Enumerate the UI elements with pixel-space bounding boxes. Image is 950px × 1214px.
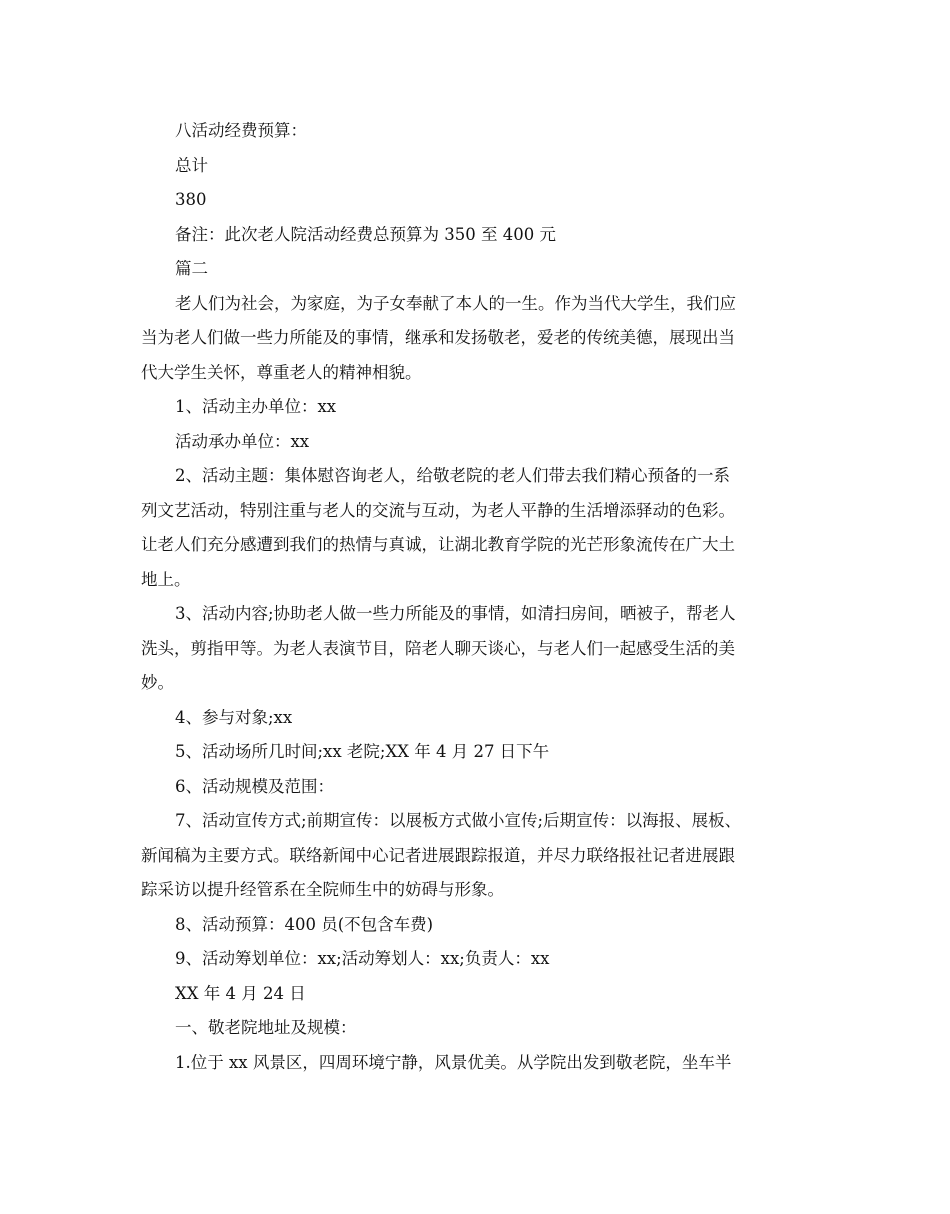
paragraph-line: 妙。: [141, 673, 174, 692]
total-label: 总计: [175, 155, 208, 175]
paragraph-line: 踪采访以提升经管系在全院师生中的妨碍与形象。: [141, 880, 504, 899]
item-participants: 4、参与对象;xx: [175, 707, 293, 727]
section-heading: 一、敬老院地址及规模：: [175, 1018, 357, 1037]
paragraph-line: 3、活动内容;协助老人做一些力所能及的事情，如清扫房间，晒被子，帮老人: [175, 604, 736, 623]
paragraph-line: 老人们为社会，为家庭，为子女奉献了本人的一生。作为当代大学生，我们应: [175, 293, 736, 313]
item-organizer: 1、活动主办单位：xx: [175, 397, 337, 416]
document-date: XX 年 4 月 24 日: [175, 983, 306, 1003]
section-item: 1.位于 xx 风景区，四周环境宁静，风景优美。从学院出发到敬老院，坐车半: [175, 1052, 732, 1072]
paragraph-line: 地上。: [141, 569, 191, 589]
item-planners: 9、活动筹划单位：xx;活动筹划人：xx;负责人：xx: [175, 949, 550, 968]
item-content-paragraph: [141, 597, 811, 701]
item-scale: 6、活动规模及范围：: [175, 776, 334, 796]
paragraph-line: 新闻稿为主要方式。联络新闻中心记者进展跟踪报道，并尽力联络报社记者进展跟: [141, 845, 735, 865]
item-venue-time: 5、活动场所几时间;xx 老院;XX 年 4 月 27 日下午: [175, 742, 550, 761]
budget-heading: 八活动经费预算：: [175, 121, 307, 140]
paragraph-line: 让老人们充分感遭到我们的热情与真诚，让湖北教育学院的光芒形象流传在广大土: [141, 535, 735, 554]
item-publicity-paragraph: [141, 804, 811, 908]
item-budget: 8、活动预算：400 员(不包含车费): [175, 914, 434, 934]
paragraph-line: 列文艺活动，特别注重与老人的交流与互动，为老人平静的生活增添驿动的色彩。: [141, 500, 735, 520]
total-value: 380: [175, 190, 207, 209]
intro-paragraph: [141, 287, 811, 391]
paragraph-line: 代大学生关怀，尊重老人的精神相貌。: [141, 362, 422, 382]
document-body: [141, 114, 811, 1080]
paragraph-line: 2、活动主题：集体慰咨询老人，给敬老院的老人们带去我们精心预备的一系: [175, 466, 730, 485]
section-title-part-two: 篇二: [175, 259, 208, 278]
paragraph-line: 洗头，剪指甲等。为老人表演节目，陪老人聊天谈心，与老人们一起感受生活的美: [141, 638, 735, 658]
budget-note: 备注：此次老人院活动经费总预算为 350 至 400 元: [175, 224, 556, 244]
item-theme-paragraph: [141, 459, 811, 597]
paragraph-line: 7、活动宣传方式;前期宣传：以展板方式做小宣传;后期宣传：以海报、展板、: [175, 811, 742, 830]
item-co-organizer: 活动承办单位：xx: [175, 431, 310, 451]
paragraph-line: 当为老人们做一些力所能及的事情，继承和发扬敬老，爱老的传统美德，展现出当: [141, 328, 735, 347]
